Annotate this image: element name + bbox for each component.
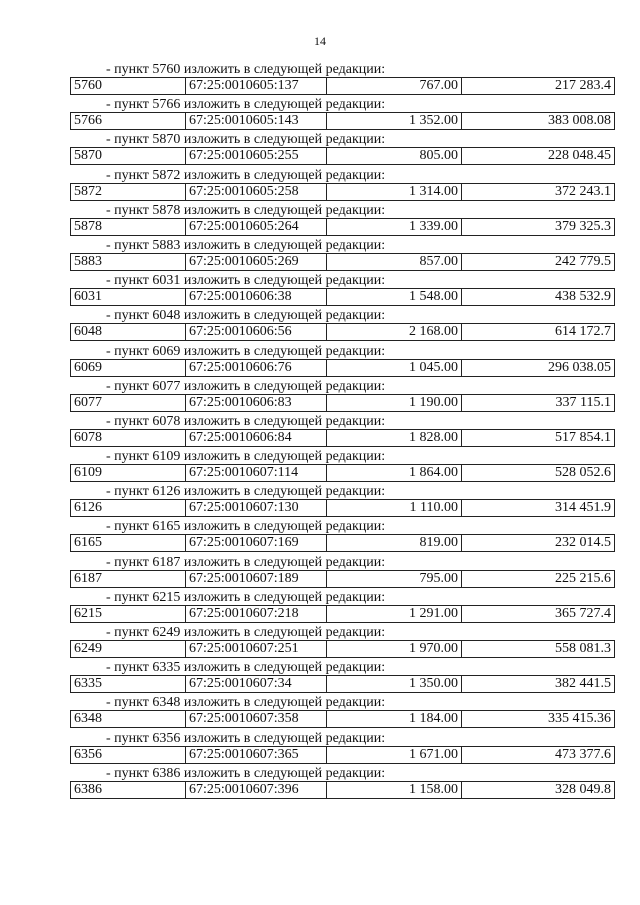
table-row [70, 218, 615, 236]
cadastral-number-cell: 67:25:0010606:38 [186, 289, 327, 306]
document-body [70, 62, 615, 801]
item-number-cell: 6077 [71, 394, 186, 411]
area-cell: 1 339.00 [327, 218, 462, 235]
cadastral-value-cell: 473 377.6 [462, 746, 615, 763]
cadastral-number-cell: 67:25:0010607:114 [186, 465, 327, 482]
amendment-entry [70, 379, 615, 414]
table-row [70, 746, 615, 764]
table-row [70, 675, 615, 693]
amendment-heading: - пункт 6031 изложить в следующей редакции: [106, 273, 386, 289]
amendment-heading: - пункт 6356 изложить в следующей редакции: [106, 730, 386, 746]
amendment-heading: - пункт 6215 изложить в следующей редакции: [106, 589, 386, 605]
area-cell: 857.00 [327, 253, 462, 270]
cadastral-number-cell: 67:25:0010605:143 [186, 113, 327, 130]
amendment-entry [70, 660, 615, 695]
cadastral-number-cell: 67:25:0010605:258 [186, 183, 327, 200]
amendment-heading: - пункт 5872 изложить в следующей редакции: [106, 167, 386, 183]
item-number-cell: 6386 [71, 781, 186, 798]
item-number-cell: 5766 [71, 113, 186, 130]
amendment-entry [70, 555, 615, 590]
cadastral-value-cell: 335 415.36 [462, 711, 615, 728]
cadastral-value-cell: 528 052.6 [462, 465, 615, 482]
area-cell: 795.00 [327, 570, 462, 587]
area-cell: 1 158.00 [327, 781, 462, 798]
table-row [70, 499, 615, 517]
amendment-entry [70, 519, 615, 554]
amendment-entry [70, 766, 615, 801]
cadastral-number-cell: 67:25:0010607:251 [186, 641, 327, 658]
amendment-entry [70, 590, 615, 625]
cadastral-number-cell: 67:25:0010607:365 [186, 746, 327, 763]
area-cell: 1 314.00 [327, 183, 462, 200]
amendment-entry [70, 62, 615, 97]
table-row [70, 77, 615, 95]
amendment-entry [70, 203, 615, 238]
item-number-cell: 5872 [71, 183, 186, 200]
table-row [70, 253, 615, 271]
cadastral-value-cell: 382 441.5 [462, 676, 615, 693]
amendment-heading: - пункт 6386 изложить в следующей редакции: [106, 765, 386, 781]
amendment-entry [70, 132, 615, 167]
table-row [70, 288, 615, 306]
amendment-heading: - пункт 5878 изложить в следующей редакции: [106, 202, 386, 218]
item-number-cell: 6048 [71, 324, 186, 341]
cadastral-value-cell: 558 081.3 [462, 641, 615, 658]
cadastral-value-cell: 232 014.5 [462, 535, 615, 552]
cadastral-number-cell: 67:25:0010607:396 [186, 781, 327, 798]
amendment-entry [70, 238, 615, 273]
amendment-heading: - пункт 6249 изложить в следующей редакции: [106, 625, 386, 640]
cadastral-value-cell: 337 115.1 [462, 394, 615, 411]
area-cell: 1 291.00 [327, 605, 462, 622]
cadastral-number-cell: 67:25:0010605:255 [186, 148, 327, 165]
item-number-cell: 6078 [71, 429, 186, 446]
cadastral-value-cell: 242 779.5 [462, 253, 615, 270]
area-cell: 1 828.00 [327, 429, 462, 446]
amendment-heading: - пункт 6078 изложить в следующей редакции: [106, 413, 386, 429]
amendment-entry [70, 695, 615, 730]
amendment-entry [70, 97, 615, 132]
item-number-cell: 6069 [71, 359, 186, 376]
area-cell: 1 190.00 [327, 394, 462, 411]
amendment-heading: - пункт 5870 изложить в следующей редакции: [106, 132, 386, 148]
table-row [70, 394, 615, 412]
table-row [70, 359, 615, 377]
area-cell: 2 168.00 [327, 324, 462, 341]
cadastral-value-cell: 517 854.1 [462, 429, 615, 446]
item-number-cell: 5760 [71, 78, 186, 95]
cadastral-number-cell: 67:25:0010607:358 [186, 711, 327, 728]
item-number-cell: 6126 [71, 500, 186, 517]
cadastral-value-cell: 314 451.9 [462, 500, 615, 517]
cadastral-value-cell: 365 727.4 [462, 605, 615, 622]
amendment-entry [70, 273, 615, 308]
amendment-entry [70, 414, 615, 449]
table-row [70, 640, 615, 658]
area-cell: 1 548.00 [327, 289, 462, 306]
area-cell: 1 864.00 [327, 465, 462, 482]
table-row [70, 429, 615, 447]
area-cell: 1 352.00 [327, 113, 462, 130]
table-row [70, 147, 615, 165]
area-cell: 1 350.00 [327, 676, 462, 693]
cadastral-number-cell: 67:25:0010606:83 [186, 394, 327, 411]
item-number-cell: 5883 [71, 253, 186, 270]
item-number-cell: 6348 [71, 711, 186, 728]
amendment-entry [70, 484, 615, 519]
cadastral-value-cell: 379 325.3 [462, 218, 615, 235]
amendment-heading: - пункт 6126 изложить в следующей редакции: [106, 484, 386, 500]
cadastral-value-cell: 228 048.45 [462, 148, 615, 165]
amendment-entry [70, 731, 615, 766]
page-number: 14 [314, 34, 326, 48]
amendment-entry [70, 308, 615, 343]
cadastral-number-cell: 67:25:0010607:130 [186, 500, 327, 517]
amendment-heading: - пункт 6348 изложить в следующей редакции: [106, 695, 386, 711]
item-number-cell: 5870 [71, 148, 186, 165]
item-number-cell: 6249 [71, 641, 186, 658]
item-number-cell: 6165 [71, 535, 186, 552]
cadastral-value-cell: 328 049.8 [462, 781, 615, 798]
area-cell: 1 184.00 [327, 711, 462, 728]
area-cell: 805.00 [327, 148, 462, 165]
area-cell: 1 970.00 [327, 641, 462, 658]
table-row [70, 464, 615, 482]
item-number-cell: 6335 [71, 676, 186, 693]
amendment-heading: - пункт 5766 изложить в следующей редакции: [106, 97, 386, 113]
cadastral-number-cell: 67:25:0010607:34 [186, 676, 327, 693]
area-cell: 767.00 [327, 78, 462, 95]
amendment-heading: - пункт 6335 изложить в следующей редакции: [106, 660, 386, 676]
amendment-heading: - пункт 5760 изложить в следующей редакции: [106, 62, 386, 77]
area-cell: 1 671.00 [327, 746, 462, 763]
table-row [70, 112, 615, 130]
item-number-cell: 6215 [71, 605, 186, 622]
area-cell: 1 110.00 [327, 500, 462, 517]
item-number-cell: 5878 [71, 218, 186, 235]
table-row [70, 605, 615, 623]
area-cell: 1 045.00 [327, 359, 462, 376]
table-row [70, 781, 615, 799]
item-number-cell: 6109 [71, 465, 186, 482]
amendment-entry [70, 168, 615, 203]
cadastral-value-cell: 614 172.7 [462, 324, 615, 341]
amendment-heading: - пункт 6109 изложить в следующей редакции: [106, 449, 386, 465]
cadastral-number-cell: 67:25:0010606:76 [186, 359, 327, 376]
amendment-heading: - пункт 6165 изложить в следующей редакции: [106, 519, 386, 535]
amendment-entry [70, 449, 615, 484]
cadastral-number-cell: 67:25:0010607:218 [186, 605, 327, 622]
amendment-heading: - пункт 5883 изложить в следующей редакции: [106, 237, 386, 253]
amendment-entry [70, 344, 615, 379]
cadastral-value-cell: 372 243.1 [462, 183, 615, 200]
area-cell: 819.00 [327, 535, 462, 552]
cadastral-number-cell: 67:25:0010606:56 [186, 324, 327, 341]
cadastral-number-cell: 67:25:0010607:189 [186, 570, 327, 587]
item-number-cell: 6356 [71, 746, 186, 763]
cadastral-number-cell: 67:25:0010605:137 [186, 78, 327, 95]
cadastral-value-cell: 296 038.05 [462, 359, 615, 376]
table-row [70, 570, 615, 588]
cadastral-number-cell: 67:25:0010606:84 [186, 429, 327, 446]
amendment-heading: - пункт 6187 изложить в следующей редакции: [106, 554, 386, 570]
cadastral-value-cell: 438 532.9 [462, 289, 615, 306]
table-row [70, 534, 615, 552]
cadastral-number-cell: 67:25:0010605:269 [186, 253, 327, 270]
cadastral-value-cell: 217 283.4 [462, 78, 615, 95]
table-row [70, 323, 615, 341]
table-row [70, 183, 615, 201]
item-number-cell: 6187 [71, 570, 186, 587]
amendment-heading: - пункт 6048 изложить в следующей редакции: [106, 308, 386, 324]
cadastral-number-cell: 67:25:0010605:264 [186, 218, 327, 235]
cadastral-value-cell: 225 215.6 [462, 570, 615, 587]
item-number-cell: 6031 [71, 289, 186, 306]
amendment-heading: - пункт 6069 изложить в следующей редакции: [106, 343, 386, 359]
cadastral-number-cell: 67:25:0010607:169 [186, 535, 327, 552]
cadastral-value-cell: 383 008.08 [462, 113, 615, 130]
table-row [70, 710, 615, 728]
amendment-heading: - пункт 6077 изложить в следующей редакции: [106, 378, 386, 394]
amendment-entry [70, 625, 615, 660]
